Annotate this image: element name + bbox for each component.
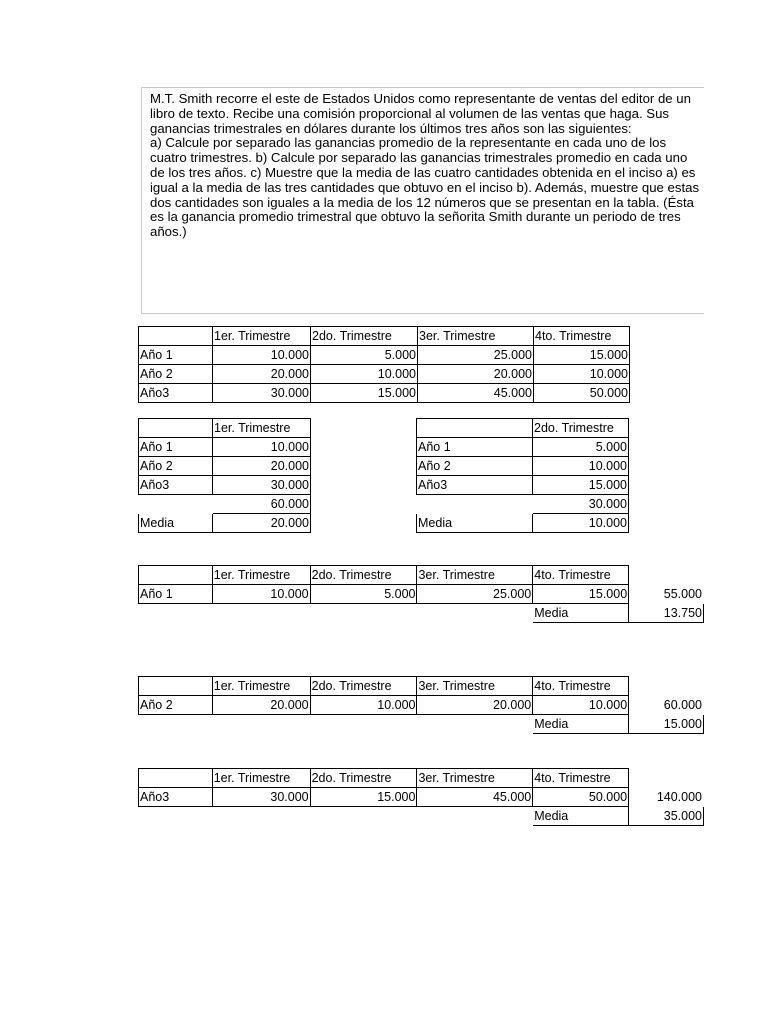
row-label: Año3 <box>139 788 213 807</box>
column-header: 2do. Trimestre <box>310 677 417 696</box>
row-label: Año3 <box>417 476 533 495</box>
column-header: 4to. Trimestre <box>533 769 629 788</box>
sum-value: 55.000 <box>663 586 702 601</box>
cell-value: 30.000 <box>213 384 311 403</box>
cell-value: 10.000 <box>212 585 310 604</box>
row-label: Año 2 <box>139 457 213 476</box>
column-header: 1er. Trimestre <box>213 419 311 438</box>
sum-value: 140.000 <box>656 789 702 804</box>
cell-value: 15.000 <box>311 384 418 403</box>
column-header: 2do. Trimestre <box>310 566 417 585</box>
cell-value: 15.000 <box>533 476 629 495</box>
mean-row <box>139 604 704 623</box>
empty-cell <box>417 495 533 514</box>
table-row <box>139 457 311 476</box>
mean-label: Media <box>417 514 533 533</box>
mean-label: Media <box>139 514 213 533</box>
table-row <box>139 585 704 604</box>
mean-row <box>139 715 704 734</box>
mean-row <box>417 514 629 533</box>
cell-value: 15.000 <box>533 585 629 604</box>
cell-value: 15.000 <box>534 346 630 365</box>
table-header-row <box>139 566 704 585</box>
year-1-table <box>138 565 704 623</box>
mean-label: Media <box>533 604 629 623</box>
cell-value: 15.000 <box>310 788 417 807</box>
table-row <box>417 438 629 457</box>
column-header: 3er. Trimestre <box>417 769 533 788</box>
row-label: Año3 <box>139 476 213 495</box>
empty-cell <box>139 495 213 514</box>
q2-summary-table <box>416 418 629 533</box>
cell-value: 10.000 <box>533 457 629 476</box>
column-header: 4to. Trimestre <box>533 677 629 696</box>
mean-value: 20.000 <box>213 514 311 533</box>
table-row <box>139 384 630 403</box>
table-row <box>139 788 704 807</box>
mean-value: 15.000 <box>629 715 704 734</box>
row-label: Año 1 <box>139 438 213 457</box>
table-header-row <box>139 677 704 696</box>
column-header: 3er. Trimestre <box>417 677 533 696</box>
cell-value: 45.000 <box>418 384 534 403</box>
corner-cell <box>139 769 213 788</box>
corner-cell <box>139 677 213 696</box>
cell-value: 10.000 <box>213 438 311 457</box>
cell-value: 20.000 <box>418 365 534 384</box>
cell-value: 20.000 <box>212 696 310 715</box>
mean-label: Media <box>533 715 629 734</box>
cell-value: 20.000 <box>417 696 533 715</box>
main-table-header: 1er. Trimestre <box>213 327 311 346</box>
column-header: 1er. Trimestre <box>212 677 310 696</box>
column-header: 2do. Trimestre <box>310 769 417 788</box>
row-label: Año 1 <box>139 585 213 604</box>
column-header: 2do. Trimestre <box>533 419 629 438</box>
main-table <box>138 326 630 403</box>
main-table-header-row <box>139 327 630 346</box>
problem-text-box[interactable] <box>141 87 704 314</box>
cell-value: 10.000 <box>534 365 630 384</box>
cell-value: 20.000 <box>213 457 311 476</box>
table-row <box>417 457 629 476</box>
row-label: Año 2 <box>139 696 213 715</box>
cell-value: 50.000 <box>534 384 630 403</box>
cell-value: 50.000 <box>533 788 629 807</box>
table-row <box>139 346 630 365</box>
column-header: 4to. Trimestre <box>533 566 629 585</box>
sum-value: 60.000 <box>213 495 311 514</box>
sum-value: 60.000 <box>663 697 702 712</box>
problem-text: M.T. Smith recorre el este de Estados Unidos como representante de ventas del editor de un libro de texto. Recibe una comisión proporcional al volumen de las ventas que haga. Sus ganancias trimestrales en dólares durante los últimos tres años son las siguientes: a) Calcule por separado las ganancias promedio de la representante en cada uno de los cuatro trimestres. b) Calcule por separado las ganancias trimestrales promedio en cada uno de los tres años. c) Muestre que la media de las cuatro cantidades obtenida en el inciso a) es igual a la media de las tres cantidades que obtuvo en el inciso b). Además, muestre que estas dos cantidades son iguales a la media de los 12 números que se presentan en la tabla. (Ésta es la ganancia promedio trimestral que obtuvo la señorita Smith durante un periodo de tres años.) <box>150 91 700 240</box>
main-table-header: 4to. Trimestre <box>534 327 630 346</box>
corner-cell <box>139 419 213 438</box>
main-table-corner-cell <box>139 327 213 346</box>
table-header-row <box>139 769 704 788</box>
main-table-header: 2do. Trimestre <box>311 327 418 346</box>
table-row <box>139 438 311 457</box>
cell-value: 5.000 <box>533 438 629 457</box>
mean-row <box>139 514 311 533</box>
empty-cell <box>629 769 704 788</box>
year-2-table <box>138 676 704 734</box>
corner-cell <box>417 419 533 438</box>
cell-value: 30.000 <box>213 476 311 495</box>
mean-value: 35.000 <box>629 807 704 826</box>
cell-value: 10.000 <box>311 365 418 384</box>
row-label: Año 1 <box>417 438 533 457</box>
cell-value: 25.000 <box>417 585 533 604</box>
column-header: 1er. Trimestre <box>212 566 310 585</box>
table-row <box>417 476 629 495</box>
column-header: 3er. Trimestre <box>417 566 533 585</box>
table-row <box>139 365 630 384</box>
cell-value: 10.000 <box>533 696 629 715</box>
q1-summary-table <box>138 418 311 533</box>
row-label: Año 2 <box>417 457 533 476</box>
cell-value: 25.000 <box>418 346 534 365</box>
empty-cell <box>629 566 704 585</box>
cell-value: 5.000 <box>311 346 418 365</box>
table-row <box>139 476 311 495</box>
empty-cell <box>629 677 704 696</box>
row-label: Año 1 <box>139 346 213 365</box>
row-label: Año3 <box>139 384 213 403</box>
cell-value: 10.000 <box>213 346 311 365</box>
cell-value: 10.000 <box>310 696 417 715</box>
cell-value: 30.000 <box>212 788 310 807</box>
mean-row <box>139 807 704 826</box>
sum-value: 30.000 <box>533 495 629 514</box>
year-3-table <box>138 768 704 826</box>
row-label: Año 2 <box>139 365 213 384</box>
sum-row <box>417 495 629 514</box>
corner-cell <box>139 566 213 585</box>
mean-value: 10.000 <box>533 514 629 533</box>
cell-value: 45.000 <box>417 788 533 807</box>
sum-row <box>139 495 311 514</box>
cell-value: 5.000 <box>310 585 417 604</box>
main-table-header: 3er. Trimestre <box>418 327 534 346</box>
mean-label: Media <box>533 807 629 826</box>
table-row <box>139 696 704 715</box>
table-row <box>417 419 629 438</box>
table-row <box>139 419 311 438</box>
cell-value: 20.000 <box>213 365 311 384</box>
column-header: 1er. Trimestre <box>212 769 310 788</box>
mean-value: 13.750 <box>629 604 704 623</box>
